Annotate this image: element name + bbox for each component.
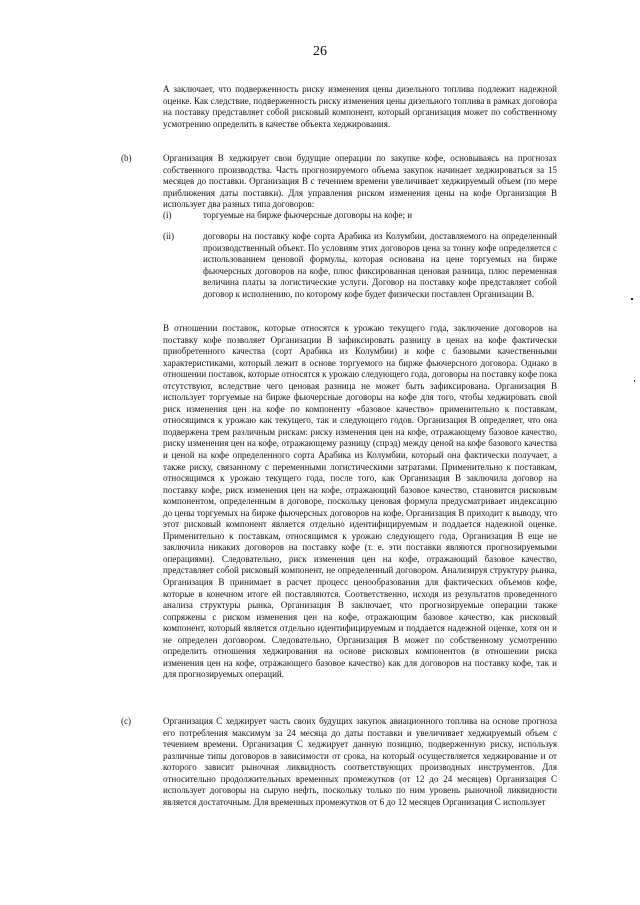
subitem-i-text: торгуемые на бирже фьючерсные договоры на кофе; и	[203, 210, 413, 220]
subitem-ii-text: договоры на поставку кофе сорта Арабика из Колумбии, доставляемого на определенный производственный объект. По условиям этих договоров цена за тонну кофе определяется с использованием ценовой формулы, которая основана на цене торгуемых на бирже фьючерсных договоров на кофе, плюс фиксированная ценовая разница, плюс переменная величина платы за логистические услуги. Договор на поставку кофе представляет собой договор к исполнению, по которому кофе будет физически поставлен Организации В.	[203, 231, 557, 299]
item-c-paragraph	[163, 716, 557, 808]
item-b-paragraph	[163, 153, 557, 211]
page-number: 26	[313, 44, 327, 59]
intro-paragraph-text: А заключает, что подверженность риску изменения цены дизельного топлива подлежит надежной оценке. Как следствие, подверженность риску изменения цены дизельного топлива в рамках договора на поставку представляет собой рисковый компонент, который организация может по собственному усмотрению определить в качестве объекта хеджирования.	[163, 84, 557, 129]
scan-speck	[631, 298, 633, 300]
scan-speck	[634, 380, 635, 382]
subitem-i-marker: (i)	[163, 210, 172, 220]
subitem-i	[203, 210, 557, 222]
subitem-ii-marker: (ii)	[163, 231, 175, 241]
item-b-marker: (b)	[121, 153, 132, 163]
item-b-text: Организация В хеджирует свои будущие операции по закупке кофе, основываясь на прогнозах собственного производства. Часть прогнозируемого объема закупок начинает хеджироваться за 15 месяцев до поставки. Организация В с течением времени увеличивает хеджируемый объем (по мере приближения даты поставки). Для управления риском изменения цены на кофе Организация В использует два разных типа договоров:	[163, 153, 557, 210]
subitem-ii	[203, 231, 557, 300]
item-c-marker: (c)	[121, 716, 132, 726]
item-b-continuation	[163, 323, 557, 681]
intro-paragraph	[163, 84, 557, 130]
item-b-continuation-text: В отношении поставок, которые относятся к урожаю текущего года, заключение договоров на поставку кофе позволяет Организации В зафиксировать разницу в ценах на кофе фактически приобретенного качества (сорт Арабика из Колумбии) и кофе с базовыми качественными характеристиками, который лежит в основе торгуемого на бирже фьючерсного договора. Однако в отношении поставок, которые относятся к урожаю следующего года, договоры на поставку кофе пока отсутствуют, вследствие чего ценовая разница не может быть зафиксирована. Организация В использует торгуемые на бирже фьючерсные договоры на кофе для того, чтобы хеджировать свой риск изменения цен на кофе по компоненту «базовое качество» применительно к поставкам, относящимся к урожаю как текущего, так и следующего годов. Организация В определяет, что она подвержена трем различным рискам: риску изменения цен на кофе, отражающему базовое качество, риску изменения цен на кофе, отражающему разницу (спрэд) между ценой на кофе базового качества и ценой на кофе определенного сорта Арабика из Колумбии, который она фактически получает, а также риску, связанному с переменными логистическими затратами. Применительно к поставкам, относящимся к урожаю текущего года, после того, как Организация В заключила договор на поставку кофе, риск изменения цен на кофе, отражающий базовое качество, становится рисковым компонентом, определенным в договоре, поскольку ценовая формула предусматривает индексацию до цены торгуемых на бирже фьючерсных договоров на кофе. Организация В приходит к выводу, что этот рисковый компонент является отдельно идентифицируемым и поддается надежной оценке. Применительно к поставкам, относящимся к урожаю следующего года, Организация В еще не заключила никаких договоров на поставку кофе (т. е. эти поставки являются прогнозируемыми операциями). Следовательно, риск изменения цен на кофе, отражающий базовое качество, представляет собой рисковый компонент, не определенный договором. Анализируя структуру рынка, Организация В принимает в расчет процесс ценообразования для фактических объемов кофе, которые в конечном итоге ей поставляются. Соответственно, исходя из результатов проведенного анализа структуры рынка, Организация В заключает, что прогнозируемые операции также сопряжены с риском изменения цен на кофе, отражающим базовое качество, как рисковый компонент, который является отдельно идентифицируемым и поддается надежной оценке, хотя он и не определен договором. Следовательно, Организация В может по собственному усмотрению определить отношения хеджирования на основе рисковых компонентов (в отношении риска изменения цен на кофе, отражающего базовое качество) как для договоров на поставку кофе, так и для прогнозируемых операций.	[163, 323, 557, 680]
item-c-text: Организация С хеджирует часть своих будущих закупок авиационного топлива на основе прогноза его потребления максимум за 24 месяца до даты поставки и увеличивает хеджируемый объем с течением времени. Организация С хеджирует данную позицию, подверженную риску, используя различные типы договоров в зависимости от срока, на который осуществляется хеджирование и от которого зависит рыночная ликвидность соответствующих производных инструментов. Для относительно продолжительных временных промежутков (от 12 до 24 месяцев) Организация С использует договоры на сырую нефть, поскольку только по ним уровень рыночной ликвидности является достаточным. Для временных промежутков от 6 до 12 месяцев Организация С использует	[163, 716, 557, 807]
